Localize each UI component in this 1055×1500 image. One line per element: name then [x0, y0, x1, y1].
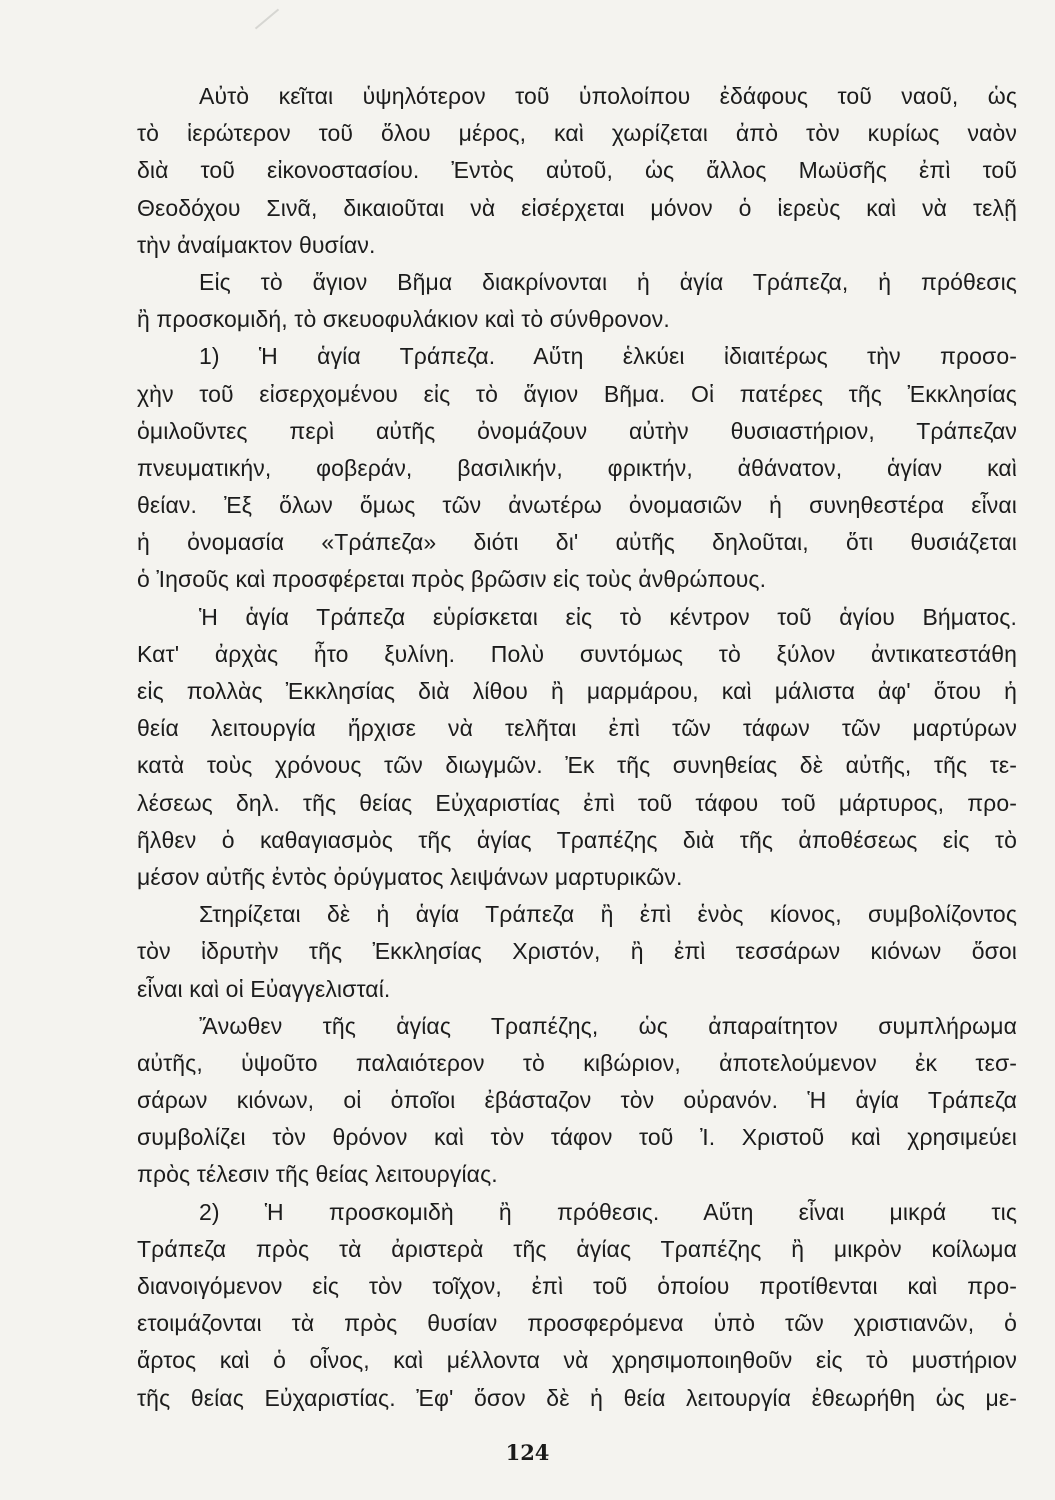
text-line: θεία λειτουργία ἤρχισε νὰ τελῆται ἐπὶ τῶν τάφων τῶν μαρτύρων	[137, 715, 1017, 742]
text-line: ἢ προσκομιδή, τὸ σκευοφυλάκιον καὶ τὸ σύνθρονον.	[137, 306, 670, 333]
section-heading-line: 2) Ἡ προσκομιδὴ ἢ πρόθεσις. Αὕτη εἶναι μικρά τις	[199, 1198, 1017, 1225]
text-line: Εἰς τὸ ἅγιον Βῆμα διακρίνονται ἡ ἁγία Τράπεζα, ἡ πρόθεσις	[199, 268, 1017, 295]
text-line: ὁμιλοῦντες περὶ αὐτῆς ὀνομάζουν αὐτὴν θυσιαστήριον, Τράπεζαν	[137, 417, 1017, 444]
text-line: μέσον αὐτῆς ἐντὸς ὀρύγματος λειψάνων μαρτυρικῶν.	[137, 863, 683, 890]
text-line: Αὐτὸ κεῖται ὑψηλότερον τοῦ ὑπολοίπου ἐδάφους τοῦ ναοῦ, ὡς	[199, 83, 1017, 109]
text-line: Στηρίζεται δὲ ἡ ἁγία Τράπεζα ἢ ἐπὶ ἑνὸς κίονος, συμβολίζοντος	[199, 901, 1017, 928]
text-line: κατὰ τοὺς χρόνους τῶν διωγμῶν. Ἐκ τῆς συνηθείας δὲ αὐτῆς, τῆς τε-	[137, 752, 1017, 779]
page-number: 124	[505, 1440, 550, 1465]
body-text	[137, 78, 1017, 1417]
text-line: Θεοδόχου Σινᾶ, δικαιοῦται νὰ εἰσέρχεται μόνον ὁ ἱερεὺς καὶ νὰ τελῇ	[137, 194, 1017, 221]
text-line: Ἄνωθεν τῆς ἁγίας Τραπέζης, ὡς ἀπαραίτητον συμπλήρωμα	[199, 1012, 1017, 1039]
text-line: τὸν ἱδρυτὴν τῆς Ἐκκλησίας Χριστόν, ἢ ἐπὶ τεσσάρων κιόνων ὅσοι	[137, 938, 1017, 965]
text-line: εἰς πολλὰς Ἐκκλησίας διὰ λίθου ἢ μαρμάρου, καὶ μάλιστα ἀφ' ὅτου ἡ	[137, 678, 1017, 704]
text-line: Τράπεζα πρὸς τὰ ἀριστερὰ τῆς ἁγίας Τραπέζης ἢ μικρὸν κοίλωμα	[137, 1235, 1017, 1262]
text-line: τῆς θείας Εὐχαριστίας. Ἐφ' ὅσον δὲ ἡ θεία λειτουργία ἐθεωρήθη ὡς με-	[137, 1384, 1017, 1411]
text-line: ἄρτος καὶ ὁ οἶνος, καὶ μέλλοντα νὰ χρησιμοποιηθοῦν εἰς τὸ μυστήριον	[137, 1347, 1017, 1374]
text-line: σάρων κιόνων, οἱ ὁποῖοι ἐβάσταζον τὸν οὐρανόν. Ἡ ἁγία Τράπεζα	[137, 1087, 1017, 1114]
section-heading-line: 1) Ἡ ἁγία Τράπεζα. Αὕτη ἑλκύει ἰδιαιτέρως τὴν προσο-	[199, 343, 1017, 370]
text-line: διὰ τοῦ εἰκονοστασίου. Ἐντὸς αὐτοῦ, ὡς ἄλλος Μωϋσῆς ἐπὶ τοῦ	[137, 157, 1017, 184]
text-line: πρὸς τέλεσιν τῆς θείας λειτουργίας.	[137, 1161, 498, 1188]
text-line: λέσεως δηλ. τῆς θείας Εὐχαριστίας ἐπὶ τοῦ τάφου τοῦ μάρτυρος, προ-	[137, 789, 1017, 816]
text-line: τὸ ἱερώτερον τοῦ ὅλου μέρος, καὶ χωρίζεται ἀπὸ τὸν κυρίως ναὸν	[137, 120, 1017, 147]
text-line: τὴν ἀναίμακτον θυσίαν.	[137, 231, 376, 258]
scan-smudge	[255, 9, 279, 30]
text-line: ῆλθεν ὁ καθαγιασμὸς τῆς ἁγίας Τραπέζης διὰ τῆς ἀποθέσεως εἰς τὸ	[137, 826, 1017, 853]
text-line: συμβολίζει τὸν θρόνον καὶ τὸν τάφον τοῦ Ἰ. Χριστοῦ καὶ χρησιμεύει	[137, 1124, 1017, 1151]
text-line: Κατ' ἀρχὰς ἦτο ξυλίνη. Πολὺ συντόμως τὸ ξύλον ἀντικατεστάθη	[137, 640, 1017, 667]
text-line: ἡ ὀνομασία «Τράπεζα» διότι δι' αὐτῆς δηλοῦται, ὅτι θυσιάζεται	[137, 529, 1017, 556]
text-line: εἶναι καὶ οἱ Εὐαγγελισταί.	[137, 975, 391, 1002]
text-line: αὐτῆς, ὑψοῦτο παλαιότερον τὸ κιβώριον, ἀποτελούμενον ἐκ τεσ-	[137, 1049, 1017, 1076]
text-line: ετοιμάζονται τὰ πρὸς θυσίαν προσφερόμενα ὑπὸ τῶν χριστιανῶν, ὁ	[137, 1310, 1017, 1337]
text-line: χὴν τοῦ εἰσερχομένου εἰς τὸ ἅγιον Βῆμα. Οἱ πατέρες τῆς Ἐκκλησίας	[137, 380, 1017, 407]
text-line: θείαν. Ἐξ ὅλων ὅμως τῶν ἀνωτέρω ὀνομασιῶν ἡ συνηθεστέρα εἶναι	[137, 492, 1017, 519]
text-line: πνευματικήν, φοβεράν, βασιλικήν, φρικτήν, ἀθάνατον, ἁγίαν καὶ	[137, 454, 1017, 481]
text-line: ὁ Ἰησοῦς καὶ προσφέρεται πρὸς βρῶσιν εἰς τοὺς ἀνθρώπους.	[137, 566, 767, 593]
text-line: Ἡ ἁγία Τράπεζα εὑρίσκεται εἰς τὸ κέντρον τοῦ ἁγίου Βήματος.	[199, 603, 1017, 630]
text-line: διανοιγόμενον εἰς τὸν τοῖχον, ἐπὶ τοῦ ὁποίου προτίθενται καὶ προ-	[137, 1273, 1017, 1299]
